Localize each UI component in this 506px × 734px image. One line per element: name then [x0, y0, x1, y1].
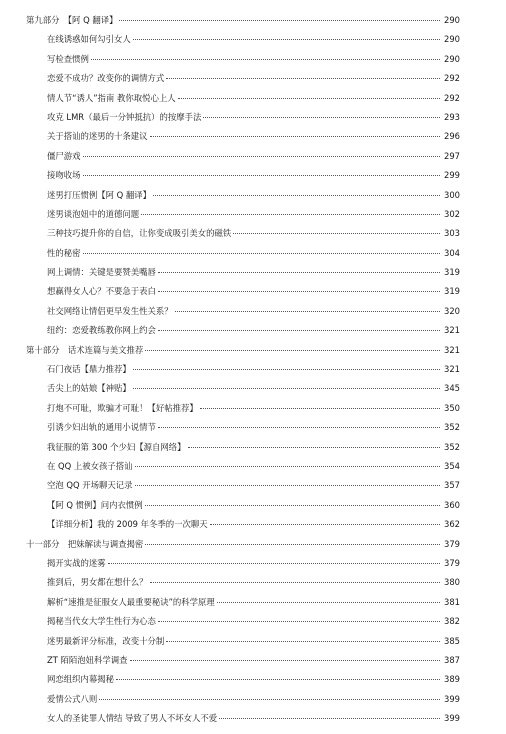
toc-page-number: 360	[444, 499, 460, 510]
dot-leader	[150, 582, 441, 583]
toc-entry[interactable]	[26, 554, 460, 573]
dot-leader	[178, 98, 440, 99]
toc-entry-title: 【详细分析】我的 2009 年冬季的一次聊天	[47, 519, 208, 530]
toc-entry-title: 性的秘密	[47, 247, 81, 258]
toc-entry-title: 迷男谈泡妞中的道德问题	[47, 208, 140, 219]
toc-entry[interactable]	[26, 186, 460, 205]
toc-entry-title: 舌尖上的姑娘【神贴】	[47, 383, 131, 394]
dot-leader	[158, 272, 440, 273]
toc-entry-title: 空泡 QQ 开场聊天记录	[47, 480, 133, 491]
toc-entry[interactable]	[26, 438, 460, 457]
toc-page-number: 387	[444, 654, 460, 665]
toc-entry[interactable]	[26, 321, 460, 340]
dot-leader	[145, 505, 440, 506]
toc-page-number: 380	[444, 577, 460, 588]
toc-page-number: 382	[444, 616, 460, 627]
dot-leader	[119, 20, 440, 21]
toc-entry[interactable]	[26, 670, 460, 689]
toc-part-heading[interactable]	[26, 535, 460, 554]
toc-entry-title: 在 QQ 上被女孩子搭讪	[47, 460, 133, 471]
dot-leader	[217, 602, 440, 603]
toc-entry-title: 三种技巧提升你的自信，让你变成吸引美女的磁铁	[47, 228, 232, 239]
toc-entry[interactable]	[26, 593, 460, 612]
dot-leader	[166, 78, 440, 79]
toc-entry-title: 爱情公式八则	[47, 693, 98, 704]
toc-entry[interactable]	[26, 709, 460, 728]
dot-leader	[83, 253, 441, 254]
toc-entry[interactable]	[26, 612, 460, 631]
dot-leader	[130, 660, 440, 661]
toc-entry-title: 引诱少妇出轨的通用小说情节	[47, 422, 156, 433]
toc-part-heading[interactable]	[26, 11, 460, 30]
toc-entry[interactable]	[26, 496, 460, 515]
toc-entry[interactable]	[26, 457, 460, 476]
toc-entry[interactable]	[26, 166, 460, 185]
toc-entry-title: 打炮不可耻，欺骗才可耻！【好帖推荐】	[47, 402, 198, 413]
toc-entry[interactable]	[26, 690, 460, 709]
toc-entry[interactable]	[26, 515, 460, 534]
toc-page-number: 381	[444, 596, 460, 607]
toc-page-number: 296	[444, 131, 460, 142]
toc-page-number: 304	[444, 247, 460, 258]
toc-entry[interactable]	[26, 108, 460, 127]
dot-leader	[200, 408, 440, 409]
toc-entry[interactable]	[26, 205, 460, 224]
toc-page-number: 345	[444, 383, 460, 394]
toc-entry[interactable]	[26, 147, 460, 166]
toc-entry-title: 情人节“诱人”指南 教你取悦心上人	[47, 92, 176, 103]
toc-page-number: 303	[444, 228, 460, 239]
toc-page-number: 389	[444, 674, 460, 685]
toc-entry-title: 女人的圣徒罪人情结 导致了男人不坏女人不爱	[47, 713, 218, 724]
toc-page-number: 302	[444, 208, 460, 219]
dot-leader	[133, 39, 440, 40]
toc-page-number: 319	[444, 267, 460, 278]
toc-entry-title: 在线诱惑如何勾引女人	[47, 34, 131, 45]
toc-entry-title: 【阿 Q 惯例】问内衣惯例	[47, 499, 143, 510]
dot-leader	[135, 466, 440, 467]
toc-page-number: 292	[444, 73, 460, 84]
toc-entry-title: 想赢得女人心？不要急于表白	[47, 286, 156, 297]
toc-entry[interactable]	[26, 224, 460, 243]
toc-page-number: 319	[444, 286, 460, 297]
toc-entry[interactable]	[26, 89, 460, 108]
toc-entry-title: 揭秘当代女大学生性行为心态	[47, 616, 156, 627]
dot-leader	[158, 621, 440, 622]
toc-entry-title: 迷男打压惯例【阿 Q 翻译】	[47, 189, 152, 200]
toc-entry-title: 僵尸游戏	[47, 150, 81, 161]
toc-entry-title: 揭开实战的迷雾	[47, 557, 106, 568]
dot-leader	[141, 214, 440, 215]
toc-page-number: 350	[444, 402, 460, 413]
toc-entry[interactable]	[26, 573, 460, 592]
toc-entry[interactable]	[26, 30, 460, 49]
toc-entry-title: 接吻收场	[47, 170, 81, 181]
dot-leader	[233, 233, 440, 234]
toc-page-number: 300	[444, 189, 460, 200]
toc-page-number: 321	[444, 344, 460, 355]
dot-leader	[203, 117, 440, 118]
toc-page-number: 352	[444, 422, 460, 433]
dot-leader	[158, 291, 440, 292]
dot-leader	[210, 524, 440, 525]
toc-entry-title: 网恋组织内幕揭秘	[47, 674, 114, 685]
dot-leader	[145, 544, 440, 545]
toc-entry[interactable]	[26, 360, 460, 379]
toc-entry[interactable]	[26, 399, 460, 418]
toc-entry[interactable]	[26, 379, 460, 398]
toc-entry[interactable]	[26, 69, 460, 88]
toc-entry-title: 石门夜话【鼎力推荐】	[47, 364, 131, 375]
toc-page-number: 292	[444, 92, 460, 103]
toc-entry[interactable]	[26, 282, 460, 301]
toc-page-number: 297	[444, 150, 460, 161]
toc-page-number: 290	[444, 34, 460, 45]
toc-entry-title: 推到后，男女都在想什么？	[47, 577, 148, 588]
toc-entry-title: 关于搭讪的迷男的十条建议	[47, 131, 148, 142]
toc-page-number: 293	[444, 111, 460, 122]
toc-entry-title: 恋爱不成功？改变你的调情方式	[47, 73, 165, 84]
toc-entry[interactable]	[26, 127, 460, 146]
toc-page-number: 290	[444, 15, 460, 25]
toc-part-heading[interactable]	[26, 341, 460, 360]
toc-page-number: 320	[444, 305, 460, 316]
toc-entry[interactable]	[26, 263, 460, 282]
toc-entry[interactable]	[26, 476, 460, 495]
toc-entry-title: 纽约：恋爱教练教你网上约会	[47, 325, 156, 336]
toc-entry-title: 写检查惯例	[47, 53, 89, 64]
dot-leader	[175, 311, 440, 312]
toc-page-number: 352	[444, 441, 460, 452]
toc-page-number: 379	[444, 538, 460, 549]
dot-leader	[91, 59, 440, 60]
dot-leader	[145, 350, 440, 351]
toc-entry[interactable]	[26, 651, 460, 670]
toc-page-number: 385	[444, 635, 460, 646]
toc-page-number: 299	[444, 170, 460, 181]
toc-entry-title: 第九部分 【阿 Q 翻译】	[26, 15, 118, 25]
toc-entry-title: 十一部分 把妹解读与调查揭密	[26, 538, 144, 549]
dot-leader	[116, 679, 440, 680]
toc-page-number: 399	[444, 693, 460, 704]
toc-page-number: 321	[444, 325, 460, 336]
toc-page-number: 362	[444, 519, 460, 530]
toc-entry-title: 社交网络让情侣更早发生性关系？	[47, 305, 173, 316]
dot-leader	[166, 641, 440, 642]
toc-page-number: 321	[444, 364, 460, 375]
toc-page-number: 290	[444, 53, 460, 64]
dot-leader	[158, 427, 440, 428]
toc-entry-title: 攻克 LMR（最后一分钟抵抗）的按摩手法	[47, 111, 202, 122]
table-of-contents	[26, 11, 460, 728]
dot-leader	[133, 369, 440, 370]
toc-entry-title: 网上调情：关键是要赞美嘴唇	[47, 267, 156, 278]
dot-leader	[219, 718, 440, 719]
toc-entry-title: 第十部分 话术连篇与美文推荐	[26, 344, 144, 355]
dot-leader	[158, 330, 440, 331]
dot-leader	[133, 388, 440, 389]
dot-leader	[153, 195, 440, 196]
toc-entry[interactable]	[26, 418, 460, 437]
toc-entry[interactable]	[26, 244, 460, 263]
toc-page-number: 379	[444, 557, 460, 568]
dot-leader	[150, 136, 441, 137]
dot-leader	[108, 563, 440, 564]
toc-entry[interactable]	[26, 632, 460, 651]
toc-entry[interactable]	[26, 50, 460, 69]
dot-leader	[83, 156, 441, 157]
dot-leader	[188, 447, 440, 448]
toc-page-number: 399	[444, 713, 460, 724]
toc-entry-title: 解析“速推是征服女人最重要秘诀”的科学原理	[47, 596, 215, 607]
toc-entry[interactable]	[26, 302, 460, 321]
toc-entry-title: 迷男最新评分标准，改变十分制	[47, 635, 165, 646]
dot-leader	[135, 485, 440, 486]
dot-leader	[83, 175, 441, 176]
toc-entry-title: ZT 陌陌泡妞科学调查	[47, 654, 128, 665]
toc-entry-title: 我征服的第 300 个少妇【源自网络】	[47, 441, 186, 452]
toc-page-number: 357	[444, 480, 460, 491]
dot-leader	[99, 699, 440, 700]
toc-page-number: 354	[444, 460, 460, 471]
